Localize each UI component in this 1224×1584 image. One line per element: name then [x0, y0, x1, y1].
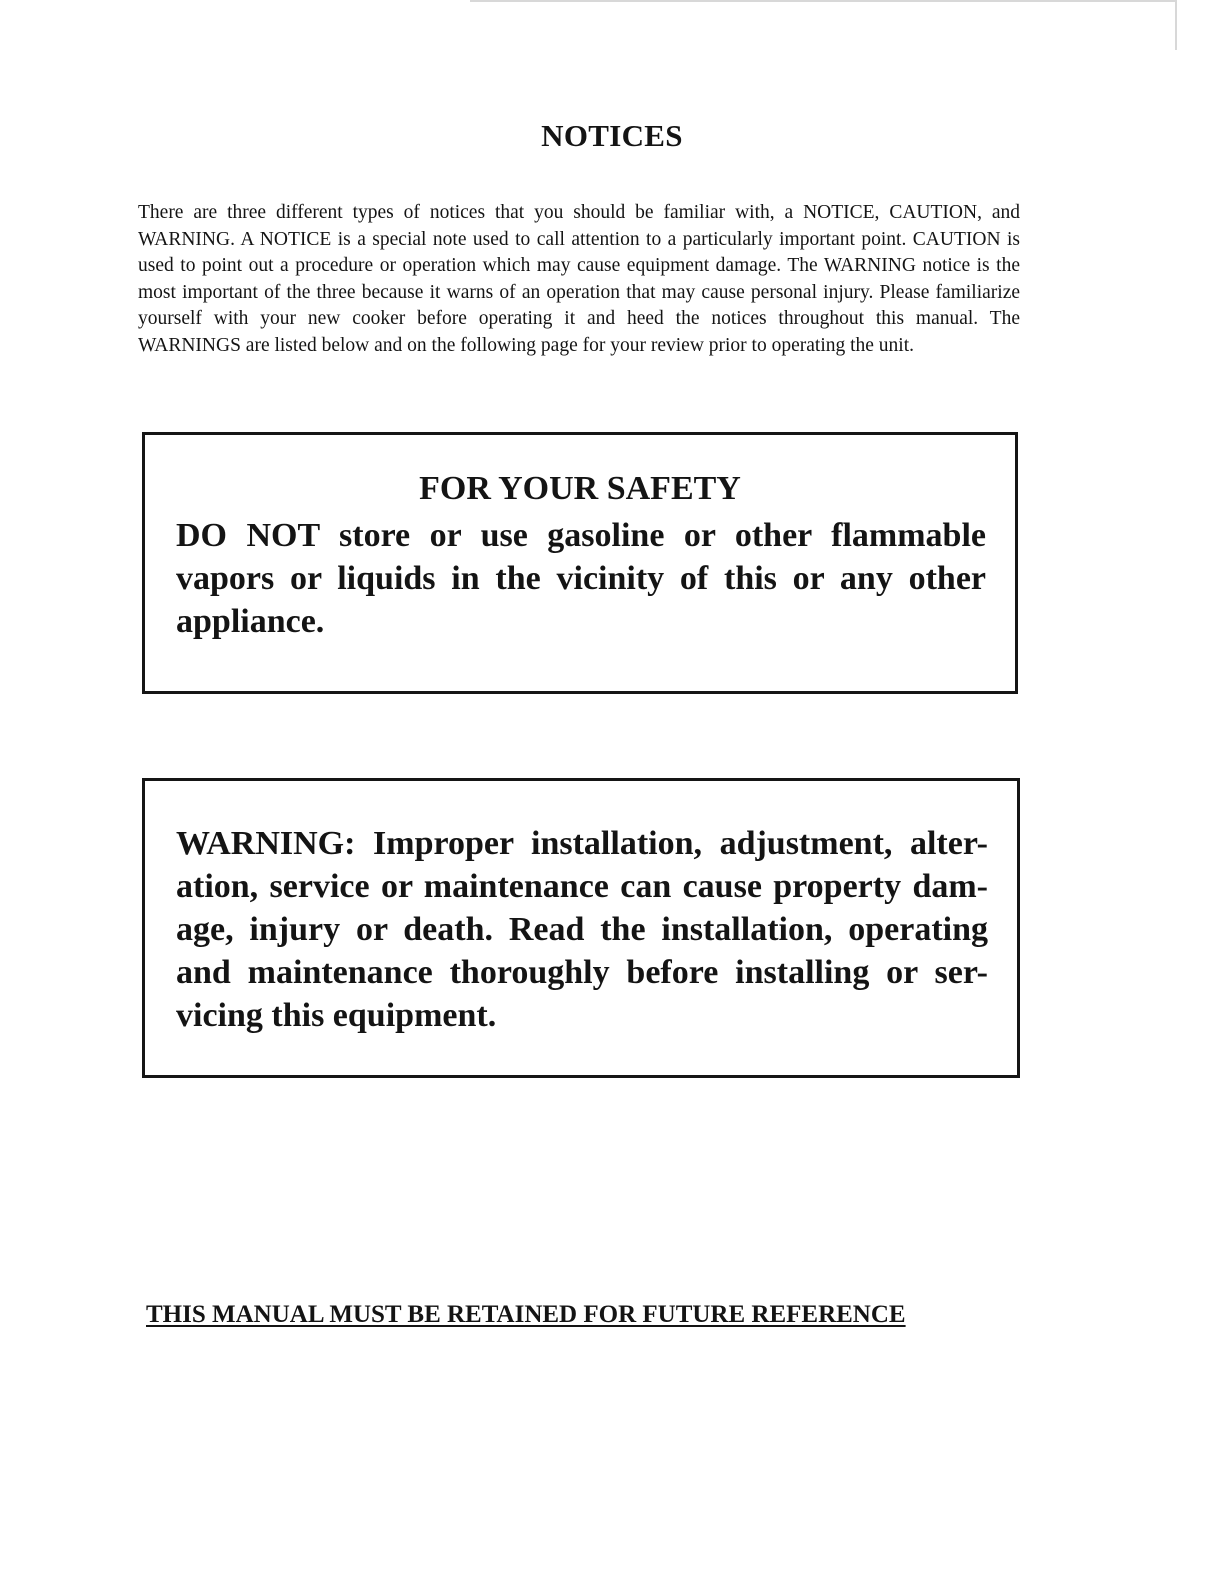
warning-text: WARNING: Improper installation, adjustment, alter-ation, service or maintenance can cause property dam-age, injury or death. Read the installation, operating and maintenance thoroughly before installing or ser-vicing this equipment. [176, 825, 988, 1034]
retain-manual-notice: THIS MANUAL MUST BE RETAINED FOR FUTURE REFERENCE [146, 1301, 906, 1328]
page-title: NOTICES [541, 118, 683, 153]
safety-text: DO NOT store or use gasoline or other flammable vapors or liquids in the vicinity of this or any other appliance. [176, 517, 986, 640]
intro-paragraph: There are three different types of notices that you should be familiar with, a NOTICE, CAUTION, and WARNING. A NOTICE is a special note used to call attention to a particularly important point. CAUTION is used to point out a procedure or operation which may cause equipment damage. The WARNING notice is the most important of the three because it warns of an operation that may cause personal injury. Please familiarize yourself with your new cooker before operating it and heed the notices throughout this manual. The WARNINGS are listed below and on the following page for your review prior to operating the unit. [138, 202, 1020, 356]
page-edge-line [1175, 0, 1177, 50]
safety-heading: FOR YOUR SAFETY [419, 470, 741, 507]
page-edge-line [470, 0, 1175, 2]
